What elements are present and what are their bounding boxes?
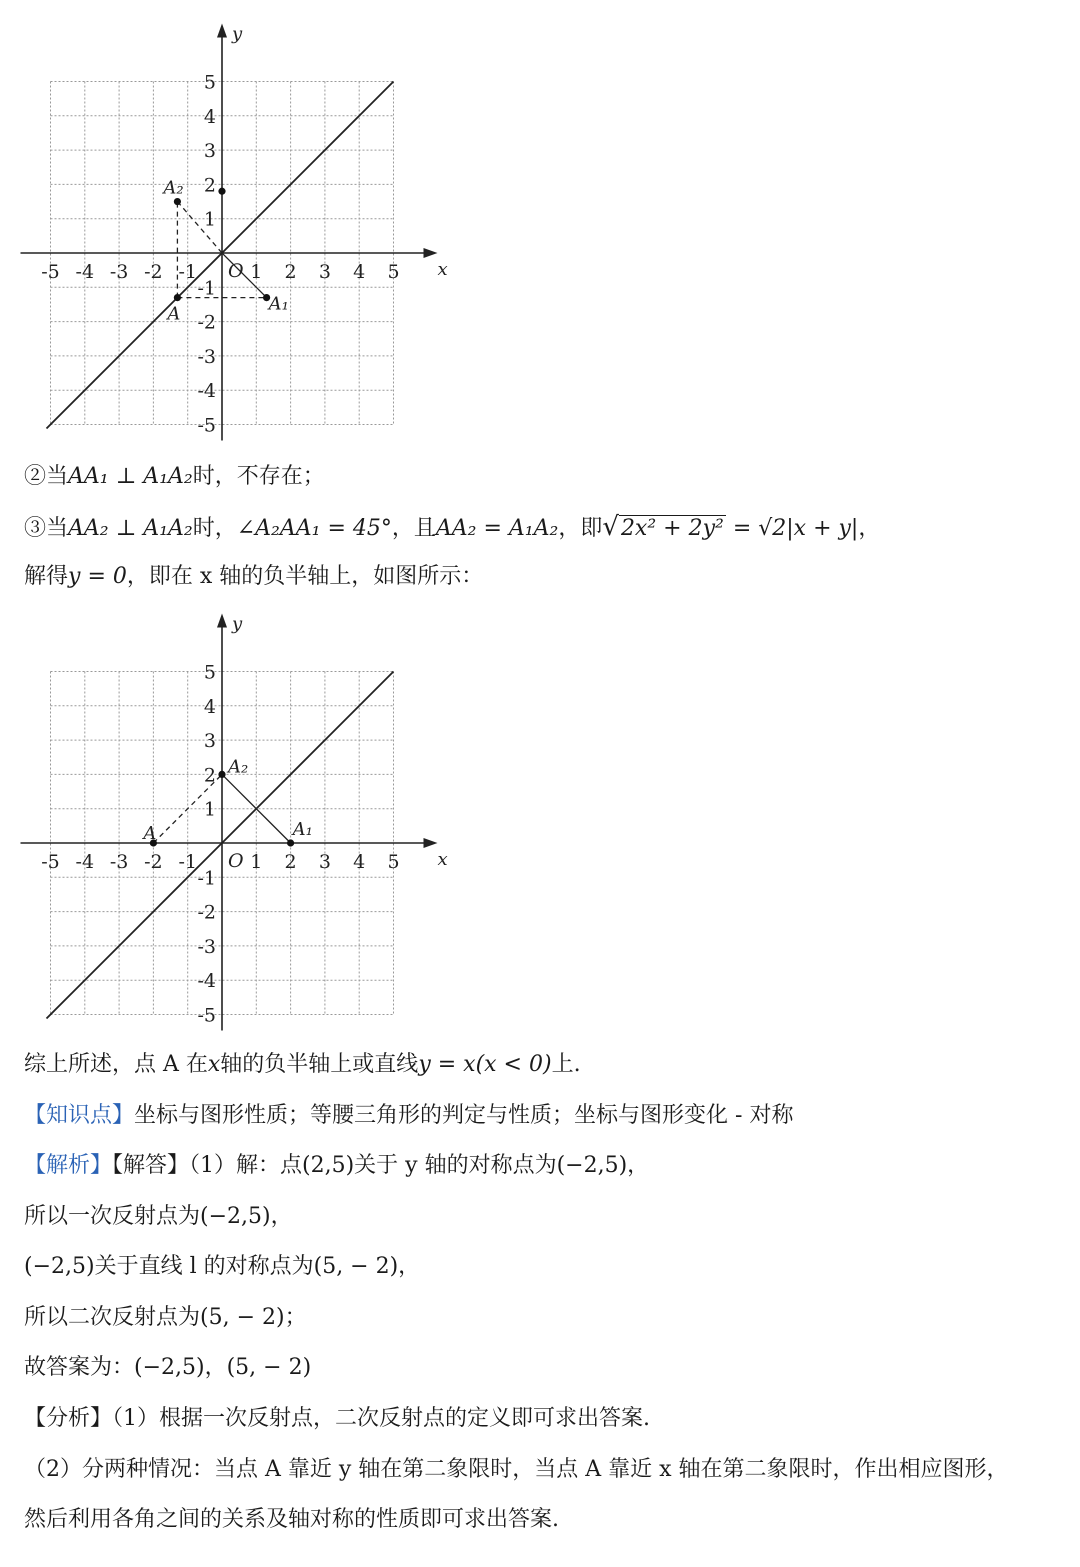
text-segment: ，且: [391, 516, 436, 541]
x-tick-label: -3: [109, 261, 129, 283]
y-tick-label: -2: [197, 311, 216, 334]
text-segment: 上.: [551, 1052, 581, 1077]
text-segment: 综上所述，点 A 在: [24, 1052, 208, 1077]
x-axis-arrow: [424, 248, 438, 258]
y-axis-arrow: [217, 614, 227, 628]
x-tick-label: 1: [250, 261, 263, 283]
text-line-case3: [24, 512, 880, 544]
y-axis-arrow: [217, 24, 227, 38]
y-tick-label: 4: [203, 105, 216, 128]
y-tick-label: -4: [197, 970, 216, 993]
y-axis-label: y: [232, 613, 243, 635]
coordinate-graph-1: [18, 22, 448, 442]
knowledge-tag: 【知识点】: [24, 1103, 135, 1128]
point-label: A₂: [228, 756, 249, 778]
y-tick-label: -3: [197, 935, 216, 958]
text-line-7: 所以一次反射点为(−2,5)，: [24, 1204, 293, 1229]
line-y-equals-x: [47, 82, 394, 429]
line-y-equals-x: [47, 672, 394, 1019]
x-tick-label: -5: [41, 851, 60, 873]
math-expression: ∠A₂AA₁ = 45°: [236, 516, 392, 541]
point-label: A₂: [163, 177, 184, 199]
text-line-13: 然后利用各角之间的关系及轴对称的性质即可求出答案.: [24, 1507, 559, 1532]
point-label: A₁: [268, 293, 289, 315]
y-tick-label: -3: [197, 345, 216, 368]
x-tick-label: 1: [250, 851, 263, 873]
coordinate-graph-2: [18, 612, 448, 1032]
text-line-analysis: [24, 1151, 649, 1181]
text-segment: ，: [858, 516, 881, 541]
x-tick-label: 5: [387, 851, 400, 873]
y-tick-label: -5: [197, 1004, 216, 1027]
math-expression: y = x(x < 0): [418, 1052, 552, 1077]
text-line-12: （2）分两种情况：当点 A 靠近 y 轴在第二象限时，当点 A 靠近 x 轴在第二象限时，作出相应图形，: [24, 1457, 1009, 1482]
text-segment: ，即: [558, 516, 603, 541]
x-tick-label: -4: [75, 851, 95, 873]
text-segment: 时，不存在；: [192, 464, 325, 489]
text-segment: 当: [46, 516, 69, 541]
x-tick-label: -1: [178, 261, 197, 283]
math-expression: x: [207, 1052, 221, 1077]
y-axis-label: y: [232, 23, 243, 45]
analysis-tag: 【解析】: [24, 1153, 113, 1178]
math-expression: y = 0: [68, 564, 127, 589]
x-tick-label: 3: [318, 261, 331, 283]
x-tick-label: -3: [109, 851, 129, 873]
analysis-text: 【解答】（1）解：点(2,5)关于 y 轴的对称点为(−2,5)，: [112, 1153, 650, 1178]
x-tick-label: 4: [353, 261, 366, 283]
x-tick-label: -2: [144, 261, 163, 283]
text-segment: 轴的负半轴上或直线: [220, 1052, 419, 1077]
text-line-11: 【分析】（1）根据一次反射点，二次反射点的定义即可求出答案.: [24, 1406, 650, 1431]
y-tick-label: 1: [203, 798, 216, 821]
point-label: A: [167, 303, 181, 325]
x-axis-label: x: [437, 849, 448, 870]
point-label: A₁: [292, 819, 313, 840]
graph-2-svg: [18, 612, 448, 1032]
text-line-9: 所以二次反射点为(5, − 2)；: [24, 1305, 307, 1330]
data-point: [218, 188, 225, 195]
y-tick-label: 4: [203, 695, 216, 718]
y-tick-label: -5: [197, 414, 216, 437]
origin-label: O: [228, 260, 244, 282]
x-tick-label: -1: [178, 851, 197, 873]
y-tick-label: -2: [197, 901, 216, 924]
y-tick-label: -4: [197, 380, 216, 403]
circle-number: ③: [24, 516, 47, 541]
x-tick-label: 3: [318, 851, 331, 873]
origin-label: O: [228, 850, 244, 872]
x-tick-label: -4: [75, 261, 95, 283]
y-tick-label: 3: [203, 140, 216, 163]
text-line-knowledge: [24, 1101, 793, 1131]
text-line-8: (−2,5)关于直线 l 的对称点为(5, − 2)，: [24, 1254, 421, 1279]
y-tick-label: -1: [197, 277, 216, 300]
sqrt-radicand: 2x² + 2y²: [620, 516, 724, 541]
text-segment: 解得: [24, 564, 69, 589]
data-point: [174, 198, 181, 205]
y-tick-label: 1: [203, 208, 216, 231]
x-tick-label: 2: [284, 261, 297, 283]
x-tick-label: 5: [387, 261, 400, 283]
math-expression: = √2|x + y|: [725, 516, 859, 541]
math-expression: AA₁ ⊥ A₁A₂: [68, 464, 193, 489]
data-point: [218, 771, 225, 778]
y-tick-label: 2: [203, 764, 216, 787]
graph-1-svg: [18, 22, 448, 442]
text-segment: 时，: [192, 516, 237, 541]
y-tick-label: 2: [203, 174, 216, 197]
y-tick-label: -1: [197, 867, 216, 890]
y-tick-label: 3: [203, 730, 216, 753]
x-tick-label: -2: [144, 851, 163, 873]
math-expression: AA₂ ⊥ A₁A₂: [68, 516, 193, 541]
text-segment: 当: [46, 464, 69, 489]
y-tick-label: 5: [203, 661, 216, 684]
point-label: A: [143, 823, 157, 844]
text-segment: ，即在 x 轴的负半轴上，如图所示：: [126, 564, 484, 589]
data-point: [174, 294, 181, 301]
circle-number: ②: [24, 464, 47, 489]
x-axis-arrow: [424, 838, 438, 848]
text-line-case2: [24, 462, 325, 492]
text-line-conclusion: [24, 1050, 581, 1080]
x-axis-label: x: [437, 259, 448, 280]
data-point: [287, 839, 294, 846]
text-line-10: 故答案为：(−2,5)，(5, − 2): [24, 1355, 312, 1380]
sqrt-expression: √2x² + 2y²: [602, 512, 724, 542]
text-line-solve: [24, 562, 483, 592]
y-tick-label: 5: [203, 71, 216, 94]
math-expression: AA₂ = A₁A₂: [435, 516, 559, 541]
x-tick-label: -5: [41, 261, 60, 283]
knowledge-text: 坐标与图形性质；等腰三角形的判定与性质；坐标与图形变化 - 对称: [134, 1103, 794, 1128]
x-tick-label: 2: [284, 851, 297, 873]
x-tick-label: 4: [353, 851, 366, 873]
